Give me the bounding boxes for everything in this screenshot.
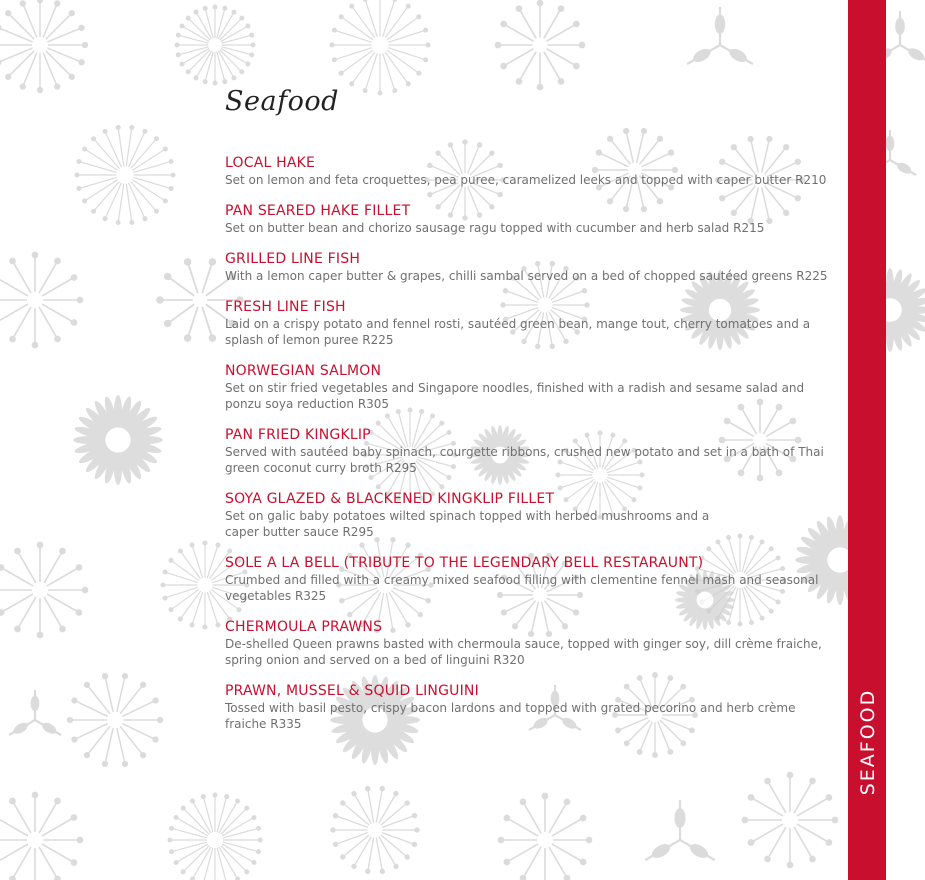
starburst-icon <box>75 126 175 225</box>
menu-item-description: Set on stir fried vegetables and Singapore noodles, finished with a radish and sesame salad and ponzu soya reduction R305 <box>225 381 805 411</box>
starburst-icon <box>0 792 83 880</box>
menu-item-description: Tossed with basil pesto, crispy bacon lardons and topped with grated pecorino and herb crème fraiche R335 <box>225 701 796 731</box>
menu-item-description: Set on butter bean and chorizo sausage ragu topped with cucumber and herb salad R215 <box>225 221 765 235</box>
menu-item <box>225 363 837 412</box>
section-tab-label: SEAFOOD <box>857 688 879 796</box>
menu-item-name: LOCAL HAKE <box>225 155 316 171</box>
starburst-icon <box>168 793 262 880</box>
menu-item-description: Crumbed and filled with a creamy mixed seafood filling with clementine fennel mash and seasonal vegetables R325 <box>225 573 819 603</box>
starburst-icon <box>175 5 255 85</box>
menu-item <box>225 619 837 668</box>
menu-item <box>225 427 837 476</box>
menu-item-description: De-shelled Queen prawns basted with chermoula sauce, topped with ginger soy, dill crème fraiche, spring onion and served on a bed of linguini R320 <box>225 637 822 667</box>
starburst-icon <box>331 787 419 874</box>
starburst-icon <box>0 0 87 92</box>
menu-item-name: PAN SEARED HAKE FILLET <box>225 203 411 219</box>
menu-item <box>225 299 837 348</box>
flower-icon <box>73 395 163 485</box>
starburst-icon <box>0 252 83 347</box>
menu-item-name: SOLE A LA BELL (TRIBUTE TO THE LEGENDARY BELL RESTARAUNT) <box>225 555 704 571</box>
starburst-icon <box>68 674 163 767</box>
starburst-icon <box>742 772 837 867</box>
cutlery-icon <box>687 7 753 64</box>
starburst-icon <box>498 793 591 880</box>
menu-item-description: Served with sautéed baby spinach, courgette ribbons, crushed new potato and set in a bath of Thai green coconut curry broth R295 <box>225 445 824 475</box>
menu-item-name: FRESH LINE FISH <box>225 299 346 315</box>
menu-item-name: GRILLED LINE FISH <box>225 251 361 267</box>
menu-item <box>225 155 837 188</box>
menu-item <box>225 555 837 604</box>
menu-item-name: SOYA GLAZED & BLACKENED KINGKLIP FILLET <box>225 491 555 507</box>
page-title: Seafood <box>225 86 339 117</box>
menu-item <box>225 491 837 540</box>
menu-item-description: With a lemon caper butter & grapes, chilli sambal served on a bed of chopped sautéed greens R225 <box>225 269 828 283</box>
menu-item-description: Set on galic baby potatoes wilted spinach topped with herbed mushrooms and a caper butter sauce R295 <box>225 509 710 539</box>
menu-item-name: CHERMOULA PRAWNS <box>225 619 383 635</box>
menu-item <box>225 683 837 732</box>
menu-item-name: NORWEGIAN SALMON <box>225 363 382 379</box>
menu-item-description: Laid on a crispy potato and fennel rosti, sautéed green bean, mange tout, cherry tomatoes and a splash of lemon puree R225 <box>225 317 811 347</box>
cutlery-icon <box>645 800 714 860</box>
menu-item-description: Set on lemon and feta croquettes, pea puree, caramelized leeks and topped with caper butter R210 <box>225 173 827 187</box>
starburst-icon <box>330 0 430 95</box>
starburst-icon <box>495 0 584 89</box>
menu-item <box>225 251 837 284</box>
starburst-icon <box>0 542 88 637</box>
menu-item <box>225 203 837 236</box>
menu-item-name: PRAWN, MUSSEL & SQUID LINGUINI <box>225 683 479 699</box>
cutlery-icon <box>9 690 61 735</box>
menu-item-name: PAN FRIED KINGKLIP <box>225 427 371 443</box>
